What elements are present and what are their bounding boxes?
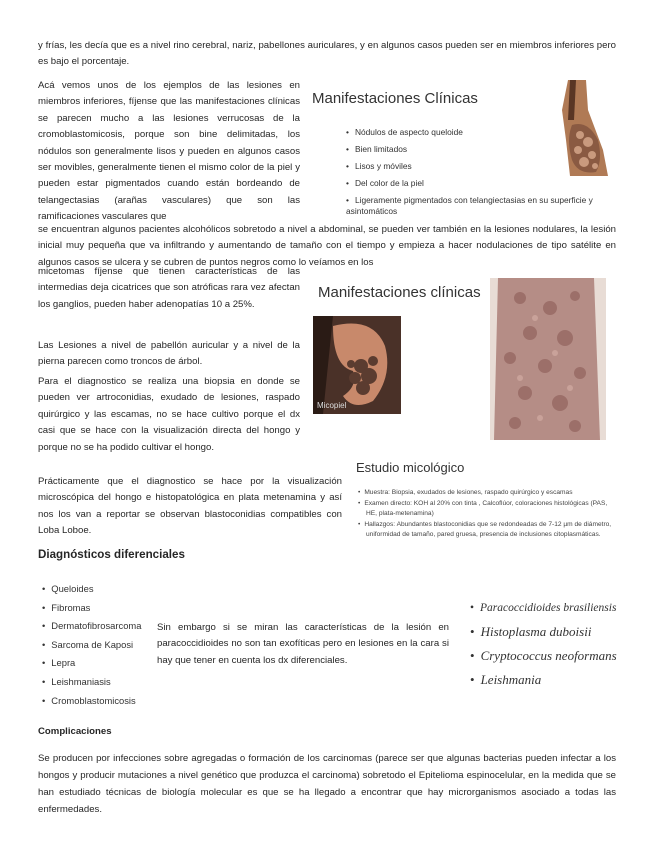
paragraph-complications: Se producen por infecciones sobre agregadas o formación de los carcinomas (parece ser que algunas bacterias pueden infectar a los hongos y producir mutaciones a nivel genético que produzca el carcinoma) sobretodo el Epitelioma espinocelular, en la medida que se han estudiado técnicas de biología molecular es que se ha llegado a encontrar que hay microrganismos asociado a todas las enfermedades.: [38, 753, 616, 815]
genus-item: • Histoplasma duboisii: [470, 620, 630, 644]
genus-item: • Cryptococcus neoformans: [470, 644, 630, 668]
tree-trunk-leg-photo: [490, 278, 606, 440]
slide-title: Manifestaciones Clínicas: [312, 90, 478, 107]
paragraph-mycetomas: micetomas fíjense que tienen características de las intermedias deja cicatrices que son atróficas rara vez afectan los ganglios, pueden haber adenopatías 10 a 25%.: [38, 266, 300, 310]
paragraph-paracoccidioides: Sin embargo si se miran las características de la lesión en paracoccidioides no son tan exofíticas pero en lesiones en la cara si hay que tener en cuenta los dx diferenciales.: [157, 622, 449, 666]
slide-bullet: • Ligeramente pigmentados con telangiectasias en su superficie y asintomáticos: [346, 192, 616, 217]
heading-complications: Complicaciones: [38, 726, 112, 737]
slide-bullet: • Bien limitados: [346, 141, 616, 158]
paragraph-ear-leg: Las Lesiones a nivel de pabellón auricular y a nivel de la pierna parecen como troncos de árbol.: [38, 340, 300, 368]
differential-item: • Dermatofibrosarcoma: [42, 617, 152, 636]
slide-bullet: • Examen directo: KOH al 20% con tinta , Calcoflúor, coloraciones histológicas (PAS, HE, plata-metenamina): [358, 499, 616, 519]
differential-item: • Fibromas: [42, 599, 152, 618]
differential-list: [42, 580, 152, 710]
genera-list: [470, 596, 630, 692]
paragraph-diagnosis-microscopy: Prácticamente que el diagnostico se hace por la visualización microscópica del hongo e histopatológica en plata metenamina y así nos los van a reportar se observan blastoconidias compatibles con Loba Loboe.: [38, 476, 342, 537]
slide-title: Estudio micológico: [356, 460, 465, 475]
slide-bullet: • Lisos y móviles: [346, 158, 616, 175]
paragraph-diagnosis-biopsy: Para el diagnostico se realiza una biopsia en donde se pueden ver artroconidias, exudado de lesiones, raspado quirúrgico y las escamas, no se hace cultivo porque el dx casi que se hace con la visualización directa del hongo y porque no se ha podido cultivar el hongo.: [38, 376, 300, 453]
differential-item: • Sarcoma de Kaposi: [42, 636, 152, 655]
genus-item: • Paracoccidioides brasiliensis: [470, 596, 630, 620]
paragraph-intro: y frías, les decía que es a nivel rino cerebral, nariz, pabellones auriculares, y en algunos casos pueden ser en miembros inferiores pero es bajo el porcentaje.: [38, 40, 616, 68]
differential-item: • Cromoblastomicosis: [42, 692, 152, 711]
photo-watermark: Micopiel: [317, 401, 347, 410]
slide-bullet: • Nódulos de aspecto queloide: [346, 124, 616, 141]
differential-item: • Lepra: [42, 654, 152, 673]
paragraph-lower-limbs: Acá vemos unos de los ejemplos de las lesiones en miembros inferiores, fíjense que las manifestaciones clínicas se parecen mucho a las lesiones verrucosas de la cromoblastomicosis, porque son bine delimitadas, los nódulos son generalmente lisos y pueden en algunos casos ser movibles, generalmente tienen el mismo color de la piel y pueden estar pigmentados cuando están bordeando de telangectasias (arañas vasculares) que son las ramificaciones vasculares que: [38, 80, 300, 223]
slide-title: Manifestaciones clínicas: [318, 284, 481, 301]
slide-bullet-list: [358, 488, 616, 541]
leg-lesion-photo: [548, 80, 614, 176]
ear-lesion-photo: [313, 316, 401, 414]
paragraph-nodular-lesions: se encuentran algunos pacientes alcohólicos sobretodo a nivel a abdominal, se pueden ver también en la lesiones nodulares, la lesión inicial muy pequeña que va infiltrando y aumentando de tamaño con el tiempo y empieza a hacer nodulaciones de tipo satélite en algunos casos se ulcera y se cubren de puntos negros como lo veíamos en los: [38, 224, 616, 268]
slide-bullet: • Del color de la piel: [346, 175, 616, 192]
differential-item: • Queloides: [42, 580, 152, 599]
slide-bullet: • Muestra: Biopsia, exudados de lesiones, raspado quirúrgico y escamas: [358, 488, 616, 498]
differential-item: • Leishmaniasis: [42, 673, 152, 692]
slide-bullet: • Hallazgos: Abundantes blastoconidias que se redondeadas de 7-12 µm de diámetro, uniformidad de tamaño, pared gruesa, presencia de inclusiones citoplasmáticas.: [358, 520, 616, 540]
genus-item: • Leishmania: [470, 668, 630, 692]
heading-differential-diagnosis: Diagnósticos diferenciales: [38, 548, 185, 561]
